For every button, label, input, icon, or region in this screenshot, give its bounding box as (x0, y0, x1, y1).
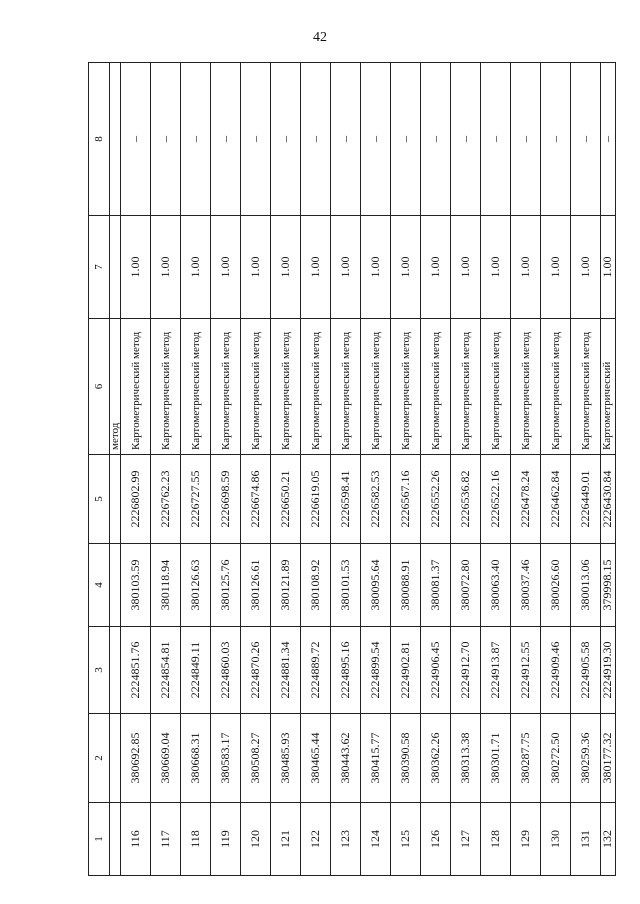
table-row (451, 63, 481, 876)
note-cell: – (241, 63, 271, 216)
x2-cell: 380081.37 (421, 544, 451, 627)
x2-cell: 380108.92 (301, 544, 331, 627)
table-row (421, 63, 451, 876)
column-header: 7 (89, 216, 110, 319)
y-cell: 2224895.16 (331, 627, 361, 714)
accuracy-cell: 1.00 (601, 216, 616, 319)
y2-cell: 2226430.84 (601, 455, 616, 544)
table-row (301, 63, 331, 876)
note-cell: – (391, 63, 421, 216)
x2-cell: 380072.80 (451, 544, 481, 627)
x2-cell: 380088.91 (391, 544, 421, 627)
method-cell: Картометрический метод (511, 319, 541, 455)
y-cell: 2224902.81 (391, 627, 421, 714)
method-cell: Картометрический метод (571, 319, 601, 455)
x-cell: 380272.50 (541, 714, 571, 803)
method-cell: Картометрический метод (481, 319, 511, 455)
accuracy-cell: 1.00 (151, 216, 181, 319)
accuracy-cell: 1.00 (181, 216, 211, 319)
column-header: 6 (89, 319, 110, 455)
x-cell: 380692.85 (121, 714, 151, 803)
x-cell: 380465.44 (301, 714, 331, 803)
coordinates-table-wrapper (88, 63, 614, 876)
table-row (571, 63, 601, 876)
table-row (271, 63, 301, 876)
note-cell: – (271, 63, 301, 216)
point-number-cell: 120 (241, 803, 271, 876)
method-cell: Картометрический метод (391, 319, 421, 455)
column-header: 4 (89, 544, 110, 627)
table-row (241, 63, 271, 876)
y2-cell: 2226727.55 (181, 455, 211, 544)
y2-cell: 2226567.16 (391, 455, 421, 544)
table-row-last (601, 63, 616, 876)
point-number-cell: 122 (301, 803, 331, 876)
note-cell: – (121, 63, 151, 216)
y-cell: 2224851.76 (121, 627, 151, 714)
page-number: 42 (313, 30, 327, 45)
point-number-cell: 127 (451, 803, 481, 876)
table-row (511, 63, 541, 876)
accuracy-cell: 1.00 (451, 216, 481, 319)
note-cell: – (541, 63, 571, 216)
y-cell: 2224854.81 (151, 627, 181, 714)
point-number-cell: 126 (421, 803, 451, 876)
accuracy-cell: 1.00 (391, 216, 421, 319)
point-number-cell: 118 (181, 803, 211, 876)
column-header: 5 (89, 455, 110, 544)
point-number-cell: 132 (601, 803, 616, 876)
note-cell: – (331, 63, 361, 216)
x-cell: 380508.27 (241, 714, 271, 803)
table-row (211, 63, 241, 876)
note-cell: – (151, 63, 181, 216)
point-number-cell: 123 (331, 803, 361, 876)
method-cell: Картометрический метод (121, 319, 151, 455)
column-header: 8 (89, 63, 110, 216)
note-cell: – (511, 63, 541, 216)
x2-cell: 379998.15 (601, 544, 616, 627)
x2-cell: 380103.59 (121, 544, 151, 627)
accuracy-cell: 1.00 (361, 216, 391, 319)
accuracy-cell: 1.00 (301, 216, 331, 319)
y2-cell: 2226552.26 (421, 455, 451, 544)
y-cell: 2224912.70 (451, 627, 481, 714)
method-cell: Картометрический метод (151, 319, 181, 455)
method-cell: метод (110, 319, 121, 455)
accuracy-cell: 1.00 (211, 216, 241, 319)
y-cell: 2224889.72 (301, 627, 331, 714)
method-cell: Картометрический метод (361, 319, 391, 455)
y2-cell: 2226650.21 (271, 455, 301, 544)
x-cell: 380301.71 (481, 714, 511, 803)
y-cell: 2224870.26 (241, 627, 271, 714)
method-cell: Картометрический метод (331, 319, 361, 455)
method-cell: Картометрический метод (271, 319, 301, 455)
y-cell: 2224899.54 (361, 627, 391, 714)
y2-cell: 2226598.41 (331, 455, 361, 544)
y2-cell: 2226522.16 (481, 455, 511, 544)
note-cell: – (211, 63, 241, 216)
point-number-cell: 125 (391, 803, 421, 876)
y2-cell: 2226478.24 (511, 455, 541, 544)
table-row (331, 63, 361, 876)
note-cell: – (481, 63, 511, 216)
x2-cell: 380101.53 (331, 544, 361, 627)
x2-cell: 380125.76 (211, 544, 241, 627)
note-cell: – (571, 63, 601, 216)
column-header: 1 (89, 803, 110, 876)
accuracy-cell: 1.00 (331, 216, 361, 319)
note-cell: – (601, 63, 616, 216)
y-cell: 2224913.87 (481, 627, 511, 714)
method-cell: Картометрический метод (421, 319, 451, 455)
x2-cell: 380126.63 (181, 544, 211, 627)
point-number-cell: 119 (211, 803, 241, 876)
x2-cell: 380121.89 (271, 544, 301, 627)
column-header: 3 (89, 627, 110, 714)
coordinates-table (88, 62, 616, 876)
y2-cell: 2226449.01 (571, 455, 601, 544)
point-number-cell: 131 (571, 803, 601, 876)
y2-cell: 2226802.99 (121, 455, 151, 544)
note-cell: – (421, 63, 451, 216)
x-cell: 380362.26 (421, 714, 451, 803)
table-row (181, 63, 211, 876)
table-row (391, 63, 421, 876)
note-cell: – (181, 63, 211, 216)
x2-cell: 380026.60 (541, 544, 571, 627)
y-cell: 2224919.30 (601, 627, 616, 714)
accuracy-cell: 1.00 (121, 216, 151, 319)
accuracy-cell: 1.00 (511, 216, 541, 319)
table-row (151, 63, 181, 876)
x-cell: 380177.32 (601, 714, 616, 803)
accuracy-cell: 1.00 (571, 216, 601, 319)
table-row (361, 63, 391, 876)
y-cell: 2224860.03 (211, 627, 241, 714)
y2-cell: 2226698.59 (211, 455, 241, 544)
y-cell: 2224912.55 (511, 627, 541, 714)
x-cell: 380287.75 (511, 714, 541, 803)
y-cell: 2224849.11 (181, 627, 211, 714)
y2-cell: 2226536.82 (451, 455, 481, 544)
note-cell: – (301, 63, 331, 216)
note-cell: – (361, 63, 391, 216)
table-row (121, 63, 151, 876)
x-cell: 380443.62 (331, 714, 361, 803)
y-cell: 2224905.58 (571, 627, 601, 714)
method-cell: Картометрический метод (541, 319, 571, 455)
point-number-cell: 124 (361, 803, 391, 876)
x-cell: 380485.93 (271, 714, 301, 803)
method-cell: Картометрический (601, 319, 616, 455)
x-cell: 380415.77 (361, 714, 391, 803)
accuracy-cell: 1.00 (421, 216, 451, 319)
header-row (89, 63, 110, 876)
method-cell: Картометрический метод (211, 319, 241, 455)
y2-cell: 2226674.86 (241, 455, 271, 544)
method-cell: Картометрический метод (241, 319, 271, 455)
y-cell: 2224881.34 (271, 627, 301, 714)
y2-cell: 2226762.23 (151, 455, 181, 544)
x-cell: 380583.17 (211, 714, 241, 803)
x-cell: 380259.36 (571, 714, 601, 803)
x2-cell: 380013.06 (571, 544, 601, 627)
y2-cell: 2226462.84 (541, 455, 571, 544)
column-header: 2 (89, 714, 110, 803)
accuracy-cell: 1.00 (271, 216, 301, 319)
accuracy-cell: 1.00 (241, 216, 271, 319)
y-cell: 2224906.45 (421, 627, 451, 714)
method-cell: Картометрический метод (181, 319, 211, 455)
point-number-cell: 130 (541, 803, 571, 876)
table-row (541, 63, 571, 876)
table-row (481, 63, 511, 876)
x2-cell: 380037.46 (511, 544, 541, 627)
accuracy-cell: 1.00 (481, 216, 511, 319)
method-cell: Картометрический метод (451, 319, 481, 455)
x2-cell: 380063.40 (481, 544, 511, 627)
point-number-cell: 121 (271, 803, 301, 876)
y2-cell: 2226619.05 (301, 455, 331, 544)
point-number-cell: 116 (121, 803, 151, 876)
method-cell: Картометрический метод (301, 319, 331, 455)
x-cell: 380668.31 (181, 714, 211, 803)
x-cell: 380390.58 (391, 714, 421, 803)
x-cell: 380669.04 (151, 714, 181, 803)
y2-cell: 2226582.53 (361, 455, 391, 544)
x2-cell: 380095.64 (361, 544, 391, 627)
x-cell: 380313.38 (451, 714, 481, 803)
point-number-cell: 117 (151, 803, 181, 876)
x2-cell: 380118.94 (151, 544, 181, 627)
table-row-partial (110, 63, 121, 876)
point-number-cell: 129 (511, 803, 541, 876)
note-cell: – (451, 63, 481, 216)
point-number-cell: 128 (481, 803, 511, 876)
accuracy-cell: 1.00 (541, 216, 571, 319)
x2-cell: 380126.61 (241, 544, 271, 627)
y-cell: 2224909.46 (541, 627, 571, 714)
